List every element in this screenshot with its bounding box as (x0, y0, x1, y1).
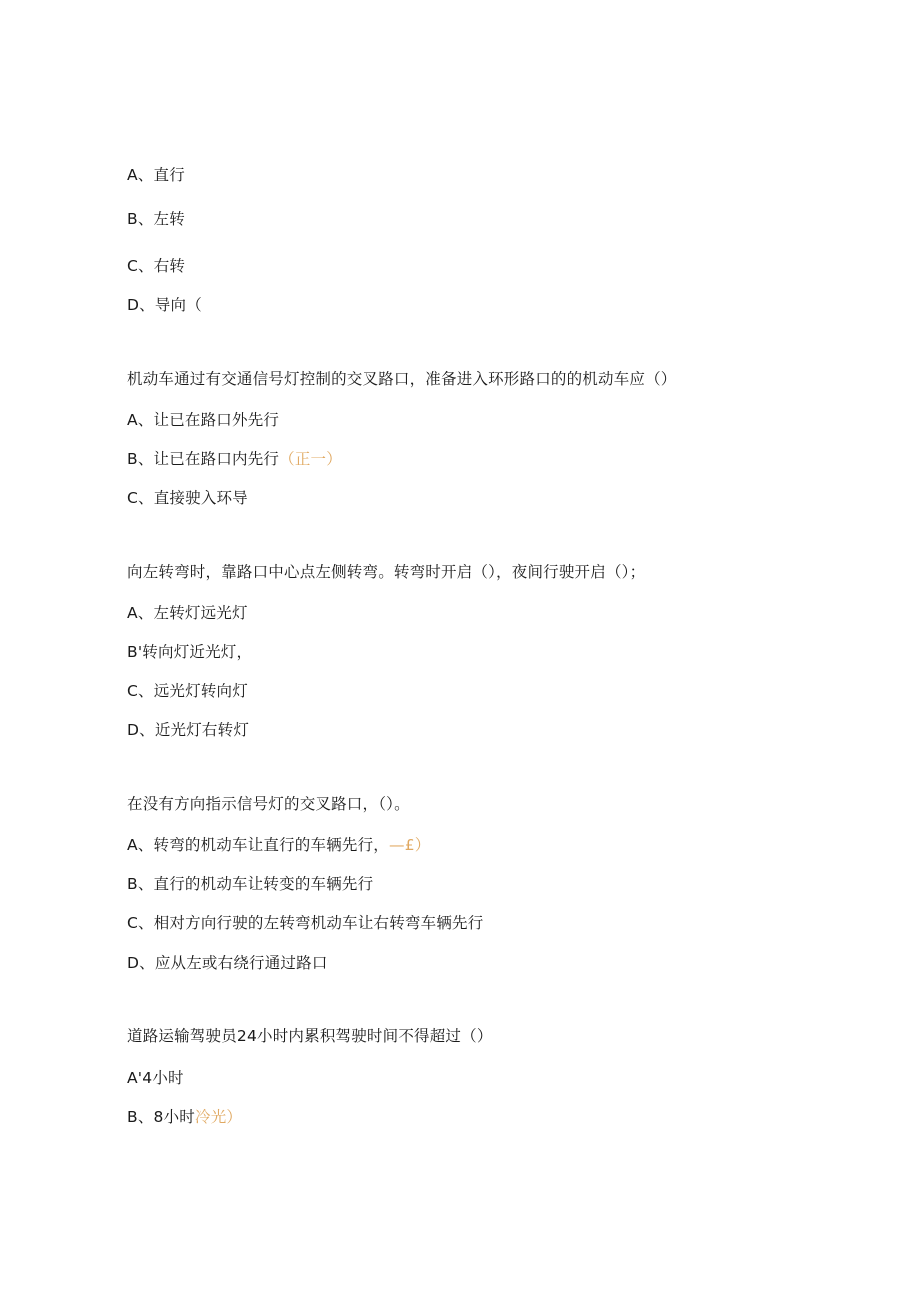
q5-option-b: B、8小时 (127, 1108, 195, 1126)
q2-option-b-row (127, 449, 342, 469)
q4-question: 在没有方向指示信号灯的交叉路口，（）。 (127, 795, 410, 813)
q5-option-a: A'4小时 (127, 1069, 184, 1087)
q4-annotation: —£） (389, 836, 431, 854)
q2-option-b: B、让已在路口内先行 (127, 450, 280, 468)
q1-option-a: A、直行 (127, 166, 185, 184)
q3-option-c: C、远光灯转向灯 (127, 682, 248, 700)
q2-question: 机动车通过有交通信号灯控制的交叉路口，准备进入环形路口的的机动车应（） (127, 370, 677, 388)
q2-annotation: （正一） (279, 450, 342, 468)
q1-option-b: B、左转 (127, 210, 185, 228)
q4-option-a: A、转弯的机动车让直行的车辆先行， (127, 836, 390, 854)
q4-option-c: C、相对方向行驶的左转弯机动车让右转弯车辆先行 (127, 914, 484, 932)
q1-option-c: C、右转 (127, 257, 186, 275)
q4-option-d: D、应从左或右绕行通过路口 (127, 954, 328, 972)
q3-question: 向左转弯时，靠路口中心点左侧转弯。转弯时开启（），夜间行驶开启（）； (127, 563, 646, 581)
q2-option-c: C、直接驶入环导 (127, 489, 248, 507)
q3-option-b: B'转向灯近光灯， (127, 643, 253, 661)
q5-annotation: 冷光） (195, 1108, 243, 1126)
q4-option-a-row (127, 835, 430, 855)
q4-option-b: B、直行的机动车让转变的车辆先行 (127, 875, 374, 893)
q5-question: 道路运输驾驶员24小时内累积驾驶时间不得超过（） (127, 1027, 493, 1045)
q3-option-a: A、左转灯远光灯 (127, 604, 248, 622)
q5-option-b-row (127, 1107, 242, 1127)
q2-option-a: A、让已在路口外先行 (127, 411, 280, 429)
q1-option-d: D、导向（ (127, 296, 202, 314)
q3-option-d: D、近光灯右转灯 (127, 721, 250, 739)
